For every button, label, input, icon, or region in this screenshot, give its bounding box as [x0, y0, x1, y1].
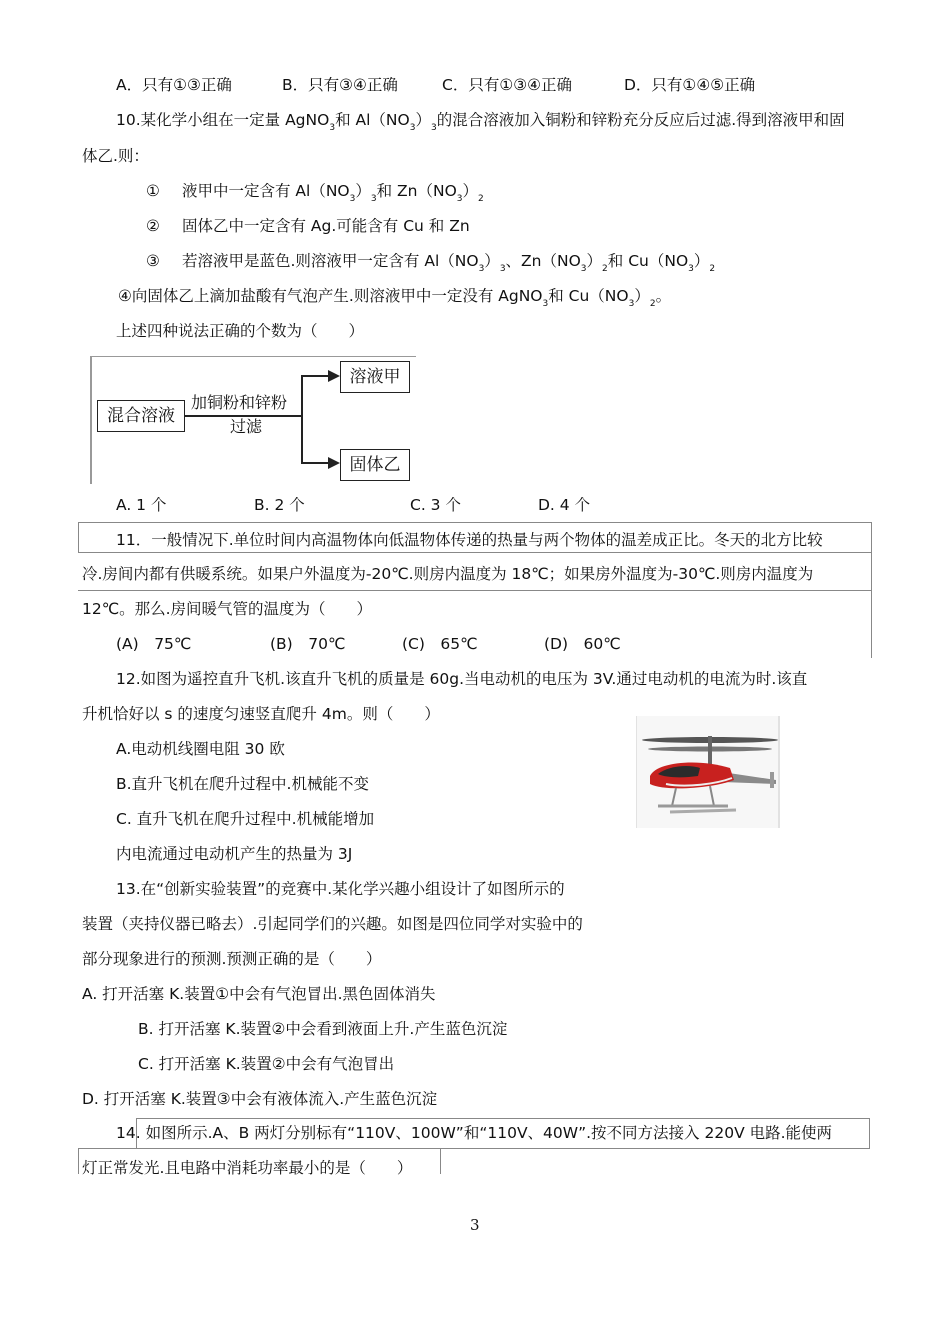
item-mark: ③: [146, 252, 160, 270]
item-mark: ②: [146, 217, 160, 235]
item-text: ）: [693, 252, 710, 270]
item-text: ）: [355, 182, 371, 200]
q11-option-c: (C) 65℃: [402, 635, 478, 653]
q11-options: [116, 633, 621, 655]
q13-option-c: C. 打开活塞 K.装置②中会有气泡冒出: [138, 1055, 395, 1073]
item-text: ）: [634, 287, 650, 305]
item-text: 和 Zn（NO: [376, 182, 457, 200]
rc-helicopter-image: [636, 716, 780, 828]
diagram-border-top: [90, 356, 416, 357]
q11-line-1: 11．一般情况下.单位时间内高温物体向低温物体传递的热量与两个物体的温差成正比。冬天的北方比较: [116, 531, 823, 549]
q9-option-c: C．只有①③④正确: [442, 76, 573, 94]
item-mark: ①: [146, 182, 160, 200]
q10-stem-part: 和 Al（NO: [335, 111, 410, 129]
q12-option-d: 内电流通过电动机产生的热量为 3J: [116, 845, 353, 863]
arrow-head-icon: [328, 369, 340, 383]
q12-option-b: B.直升飞机在爬升过程中.机械能不变: [116, 775, 369, 793]
item-text: ）: [462, 182, 479, 200]
q11-line-3: 12℃。那么.房间暖气管的温度为（ ）: [82, 600, 373, 618]
q14-line-1: 14. 如图所示.A、B 两灯分别标有“110V、100W”和“110V、40W”.按不同方法接入 220V 电路.能使两: [116, 1124, 833, 1142]
subscript: 2: [478, 194, 484, 204]
item-text: ）: [586, 252, 603, 270]
q14-frame-top: [136, 1118, 870, 1119]
q14-frame-left-lower: [78, 1148, 79, 1174]
q12-line-2: 升机恰好以 s 的速度匀速竖直爬升 4m。则（ ）: [82, 705, 440, 723]
item-text: 和 Cu（NO: [548, 287, 629, 305]
solution-a-box: 溶液甲: [340, 361, 410, 393]
subscript: 3: [329, 123, 336, 133]
flow-label-bottom: 过滤: [230, 417, 263, 436]
subscript: 2: [649, 299, 656, 309]
q9-options: [116, 74, 755, 96]
q10-item-2: [146, 215, 470, 237]
q10-item-3: [146, 250, 715, 280]
q14-line-2: 灯正常发光.且电路中消耗功率最小的是（ ）: [82, 1159, 413, 1177]
q11-option-d: (D) 60℃: [544, 635, 621, 653]
q10-stem-part: 10.某化学小组在一定量 AgNO: [116, 111, 330, 129]
subscript: 2: [602, 264, 608, 274]
item-text: 和 Cu（NO: [607, 252, 689, 270]
q13-option-b: B. 打开活塞 K.装置②中会看到液面上升.产生蓝色沉淀: [138, 1020, 508, 1038]
q10-question: 上述四种说法正确的个数为（ ）: [116, 322, 365, 340]
subscript: 3: [499, 264, 506, 274]
q11-option-b: (B) 70℃: [270, 635, 346, 653]
item-text: ④向固体乙上滴加盐酸有气泡产生.则溶液甲中一定没有 AgNO: [118, 287, 543, 305]
subscript: 3: [542, 299, 549, 309]
q14-frame-right-lower: [440, 1148, 441, 1174]
page-number: 3: [470, 1216, 480, 1234]
q10-option-d: D. 4 个: [538, 496, 591, 514]
q9-option-b: B．只有③④正确: [282, 76, 398, 94]
q10-stem-part: 的混合溶液加入铜粉和锌粉充分反应后过滤.得到溶液甲和固: [436, 111, 845, 129]
q11-line-2: 冷.房间内都有供暖系统。如果户外温度为-20℃.则房内温度为 18℃；如果房外温度为-30℃.则房内温度为: [82, 565, 814, 583]
solid-b-box: 固体乙: [340, 449, 410, 481]
q10-option-a: A. 1 个: [116, 496, 167, 514]
q10-stem-part: ）: [415, 111, 431, 129]
q13-option-a: A. 打开活塞 K.装置①中会有气泡冒出.黑色固体消失: [82, 985, 436, 1003]
q11-frame-left: [78, 522, 79, 552]
subscript: 3: [370, 194, 377, 204]
q13-line-1: 13.在“创新实验装置”的竞赛中.某化学兴趣小组设计了如图所示的: [116, 880, 565, 898]
q11-frame-rule: [78, 590, 872, 591]
flow-label-top: 加铜粉和锌粉: [191, 393, 288, 412]
q12-option-c: C. 直升飞机在爬升过程中.机械能增加: [116, 810, 375, 828]
subscript: 3: [628, 299, 635, 309]
subscript: 3: [478, 264, 485, 274]
q10-stem-line2: 体乙.则：: [82, 147, 149, 165]
subscript: 3: [409, 123, 416, 133]
q9-option-a: A．只有①③正确: [116, 76, 232, 94]
q12-option-a: A.电动机线圈电阻 30 欧: [116, 740, 285, 758]
subscript: 3: [456, 194, 463, 204]
mixed-solution-box: 混合溶液: [97, 400, 185, 432]
item-text: ）: [484, 252, 500, 270]
q10-option-b: B. 2 个: [254, 496, 305, 514]
q13-line-2: 装置（夹持仪器已略去）.引起同学们的兴趣。如图是四位同学对实验中的: [82, 915, 583, 933]
q13-option-d: D. 打开活塞 K.装置③中会有液体流入.产生蓝色沉淀: [82, 1090, 438, 1108]
q10-option-c: C. 3 个: [410, 496, 461, 514]
subscript: 3: [430, 123, 437, 133]
q10-item-1: [146, 180, 484, 210]
q10-flow-diagram: [90, 356, 420, 484]
q11-frame-top: [78, 522, 872, 523]
flow-branch-vertical: [301, 375, 303, 463]
item-text: 、Zn（NO: [505, 252, 581, 270]
item-text: 固体乙中一定含有 Ag.可能含有 Cu 和 Zn: [182, 217, 470, 235]
subscript: 3: [349, 194, 356, 204]
item-text: 。: [655, 287, 672, 305]
subscript: 3: [688, 264, 694, 274]
subscript: 3: [580, 264, 587, 274]
arrow-head-icon: [328, 456, 340, 470]
q11-frame-rule: [78, 552, 872, 553]
q12-line-1: 12.如图为遥控直升飞机.该直升飞机的质量是 60g.当电动机的电压为 3V.通过电动机的电流为时.该直: [116, 670, 808, 688]
q14-frame-rule: [78, 1148, 870, 1149]
subscript: 2: [709, 264, 716, 274]
q13-line-3: 部分现象进行的预测.预测正确的是（ ）: [82, 950, 382, 968]
q10-options: [116, 494, 590, 516]
q11-option-a: (A) 75℃: [116, 635, 192, 653]
item-text: 若溶液甲是蓝色.则溶液甲一定含有 Al（NO: [182, 252, 479, 270]
q9-option-d: D．只有①④⑤正确: [624, 76, 756, 94]
q14-frame-right: [869, 1118, 870, 1148]
q10-item-4: [118, 285, 671, 315]
diagram-border-left: [90, 356, 92, 484]
item-text: 液甲中一定含有 Al（NO: [182, 182, 350, 200]
q10-stem: [116, 109, 845, 139]
